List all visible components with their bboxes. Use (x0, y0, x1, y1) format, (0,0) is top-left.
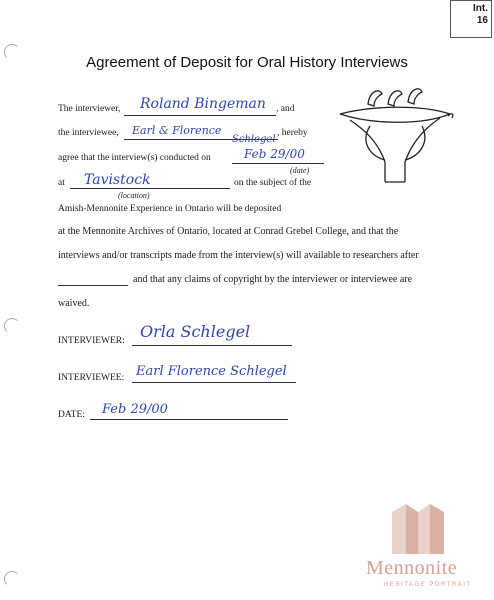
interviewee-signature: Earl Florence Schlegel (136, 364, 287, 379)
location-caption: (location) (118, 191, 150, 200)
tag-line-1: Int. (473, 3, 488, 14)
conducted-prefix: agree that the interview(s) conducted on (58, 153, 211, 163)
researcher-date-blank (58, 285, 128, 286)
date-line (232, 163, 324, 164)
page-title: Agreement of Deposit for Oral History Interviews (86, 54, 408, 71)
watermark-subtitle: HERITAGE PORTRAIT (384, 582, 472, 588)
signature-date-handwritten: Feb 29/00 (102, 402, 168, 417)
location-line (70, 188, 230, 189)
body-line-6: interviews and/or transcripts made from the interview(s) will available to researchers after (58, 250, 419, 261)
watermark-name: Mennonite (366, 557, 458, 579)
interviewee-surname-handwritten: Schlegel (232, 134, 276, 145)
body-line-4: Amish-Mennonite Experience in Ontario will be deposited (58, 204, 282, 214)
interviewee-prefix: the interviewee, (58, 128, 119, 138)
interviewer-signature: Orla Schlegel (140, 322, 251, 341)
interviewer-line (124, 115, 276, 116)
punch-hole-bottom (4, 571, 20, 587)
date-signature-line (90, 419, 288, 420)
interviewee-name-handwritten: Earl & Florence (132, 124, 222, 137)
at-prefix: at (58, 178, 65, 188)
interviewee-signature-label: INTERVIEWEE: (58, 373, 125, 383)
document-id-tag (450, 0, 492, 38)
interviewer-name-handwritten: Roland Bingeman (140, 96, 266, 112)
interviewee-signature-line (132, 382, 296, 383)
interviewer-prefix: The interviewer, (58, 104, 121, 114)
interviewer-signature-line (132, 345, 292, 346)
mennonite-heritage-logo-icon (388, 502, 448, 554)
body-line-8: waived. (58, 298, 90, 309)
punch-hole-middle (4, 318, 20, 334)
subject-text: on the subject of the (234, 178, 312, 188)
body-line-7: and that any claims of copyright by the interviewer or interviewee are (133, 274, 413, 285)
date-signature-label: DATE: (58, 410, 85, 420)
date-caption: (date) (290, 166, 310, 175)
tag-line-2: 16 (476, 15, 488, 26)
body-line-5: at the Mennonite Archives of Ontario, located at Conrad Grebel College, and that the (58, 226, 399, 237)
location-handwritten: Tavistock (84, 172, 151, 188)
interviewer-signature-label: INTERVIEWER: (58, 336, 125, 346)
interview-date-handwritten: Feb 29/00 (244, 147, 305, 161)
interviewer-suffix: , and (276, 104, 295, 114)
interviewee-suffix: , hereby (277, 128, 308, 138)
flame-logo-icon (330, 82, 460, 192)
